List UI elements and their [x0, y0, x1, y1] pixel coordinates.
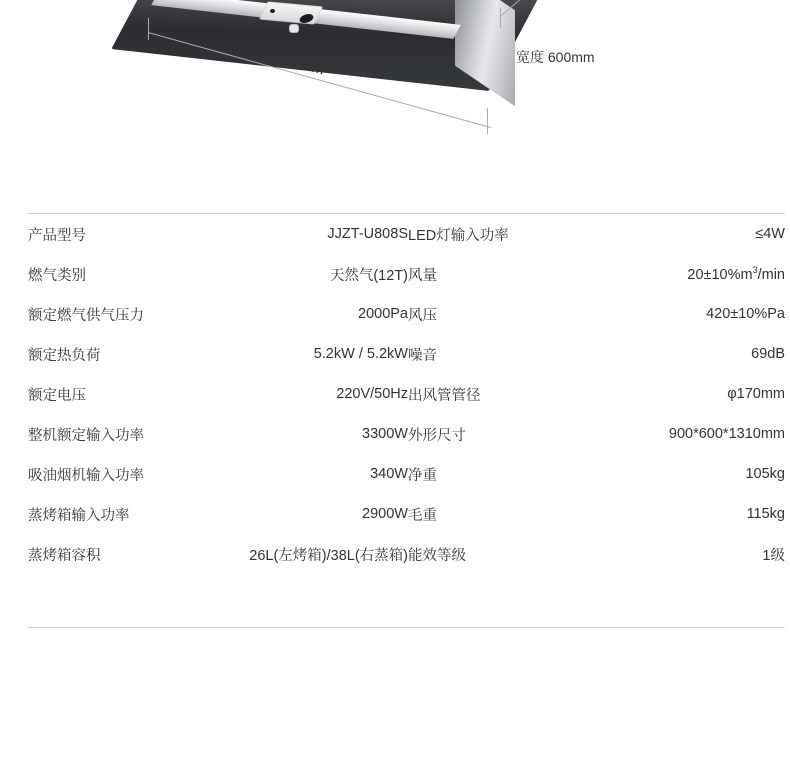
- spec-value-right: 420±10%Pa: [706, 306, 785, 322]
- spec-value-left: 天然气(12T): [329, 267, 408, 284]
- spec-value-right: 1级: [762, 547, 785, 564]
- indicator-light-icon: [270, 9, 275, 13]
- spec-label-left: 产品型号: [28, 227, 86, 244]
- spec-label-right: 风量: [408, 267, 437, 284]
- spec-value-right: 900*600*1310mm: [668, 426, 785, 442]
- width-dimension-tick-bottom: [500, 8, 501, 28]
- table-row: [28, 454, 785, 494]
- display-window: [290, 25, 298, 32]
- spec-label-left: 额定电压: [28, 387, 86, 404]
- spec-label-left: 蒸烤箱容积: [28, 547, 101, 564]
- spec-value-right: φ170mm: [727, 386, 785, 402]
- table-row: [28, 254, 785, 294]
- spec-label-left: 蒸烤箱输入功率: [28, 507, 130, 524]
- length-dimension-tick-left: [148, 18, 149, 40]
- specification-section: [28, 213, 785, 574]
- spec-value-left: JJZT-U808S: [327, 226, 408, 242]
- spec-value-right: ≤4W: [755, 226, 785, 242]
- spec-label-right: 毛重: [408, 507, 437, 524]
- spec-value-left: 2900W: [362, 506, 408, 522]
- spec-value-right: $20\pm 10\%m^3/\min$: [687, 265, 785, 283]
- spec-label-left: 吸油烟机输入功率: [28, 467, 144, 484]
- length-dimension-tick-right: [487, 108, 488, 134]
- table-bottom-rule: [28, 627, 785, 628]
- table-row: [28, 214, 785, 254]
- specification-table: [28, 214, 785, 574]
- spec-value-left: 2000Pa: [358, 306, 408, 322]
- spec-label-right: 净重: [408, 467, 437, 484]
- spec-value-left: 220V/50Hz: [336, 386, 408, 402]
- product-illustration: [0, 0, 790, 200]
- table-row: [28, 534, 785, 574]
- table-row: [28, 334, 785, 374]
- spec-value-left: 26L(左烤箱)/38L(右蒸箱): [249, 547, 408, 564]
- table-row: [28, 494, 785, 534]
- spec-label-right: 噪音: [408, 347, 437, 364]
- spec-value-right: 69dB: [751, 346, 785, 362]
- spec-label-left: 整机额定输入功率: [28, 427, 144, 444]
- length-dimension-label: 长度900mm: [249, 42, 327, 78]
- spec-value-right: 105kg: [745, 466, 785, 482]
- spec-label-left: 额定燃气供气压力: [28, 307, 144, 324]
- spec-label-right: 风压: [408, 307, 437, 324]
- table-row: [28, 414, 785, 454]
- width-dimension-label: 宽度 600mm: [516, 49, 595, 65]
- table-row: [28, 374, 785, 414]
- spec-label-right: 能效等级: [408, 547, 466, 564]
- spec-label-right: LED灯输入功率: [408, 227, 509, 244]
- spec-label-left: 额定热负荷: [28, 347, 101, 364]
- spec-value-left: 3300W: [362, 426, 408, 442]
- spec-label-left: 燃气类别: [28, 267, 86, 284]
- spec-label-right: 外形尺寸: [408, 427, 466, 444]
- spec-value-left: 340W: [370, 466, 408, 482]
- spec-label-right: 出风管管径: [408, 387, 481, 404]
- table-row: [28, 294, 785, 334]
- spec-value-left: 5.2kW / 5.2kW: [313, 346, 408, 362]
- spec-value-right: 115kg: [746, 506, 785, 522]
